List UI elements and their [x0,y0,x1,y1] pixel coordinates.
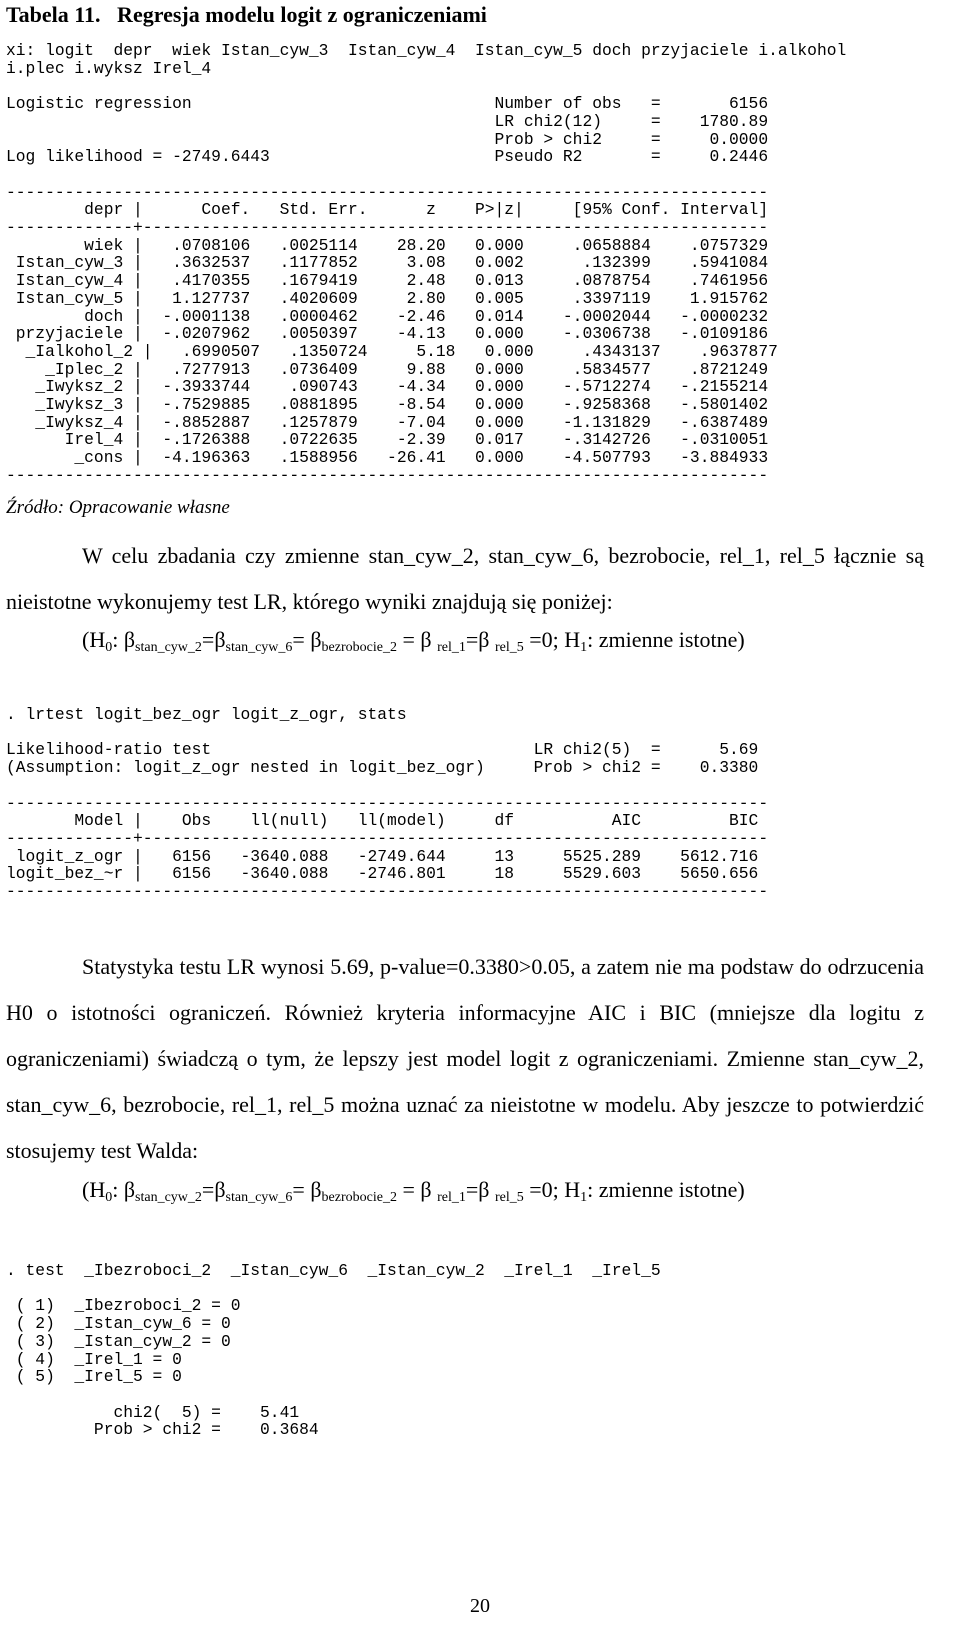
page-number: 20 [470,1595,490,1617]
source-note: Źródło: Opracowanie własne [6,497,230,518]
table-title: Tabela 11. Regresja modelu logit z ograniczeniami [6,2,487,27]
paragraph-lr-intro [6,533,924,625]
paragraph-lr-intro-text: W celu zbadania czy zmienne stan_cyw_2, stan_cyw_6, bezrobocie, rel_1, rel_5 łącznie są nieistotne wykonujemy test LR, którego wyniki znajdują się poniżej: [6,543,924,614]
paragraph-lr-conclusion-text: Statystyka testu LR wynosi 5.69, p-value=0.3380>0.05, a zatem nie ma podstaw do odrzucenia H0 o istotności ograniczeń. Również kryteria informacyjne AIC i BIC (mniejsze dla logitu z ograniczeniami) świadczą o tym, że lepszy jest model logit z ograniczeniami. Zmienne stan_cyw_2, stan_cyw_6, bezrobocie, rel_1, rel_5 można uznać za nieistotne w modelu. Aby jeszcze to potwierdzić stosujemy test Walda: [6,954,924,1163]
hypothesis-line-2: ($H_0$: $\beta_{stan\_cyw\_2}=\beta_{stan\_cyw\_6}= \beta_{bezrobocie\_2} = \beta$ $_{rel\_1}$=β $_{rel\_5}$ =0; $H_1$: zmienne istotne) [82,1177,745,1205]
logit-regression-output: xi: logit depr wiek Istan_cyw_3 Istan_cyw_4 Istan_cyw_5 doch przyjaciele i.alkohol i.plec i.wyksz Irel_4 Logistic regression Number of obs = 6156 LR chi2(12) = 1780.89 Prob > chi2 = 0.0000 Log likelihood = -2749.6443 Pseudo R2 = 0.2446 ------------------------------------------------------------------------------ depr | Coef. Std. Err. z P>|z| [95% Conf. Interval] -------------+---------------------------------------------------------------- wiek | .0708106 .0025114 28.20 0.000 .0658884 .0757329 Istan_cyw_3 | .3632537 .1177852 3.08 0.002 .132399 .5941084 Istan_cyw_4 | .4170355 .1679419 2.48 0.013 .0878754 .7461956 Istan_cyw_5 | 1.127737 .4020609 2.80 0.005 .3397119 1.915762 doch | -.0001138 .0000462 -2.46 0.014 -.0002044 -.0000232 przyjaciele | -.0207962 .0050397 -4.13 0.000 -.0306738 -.0109186 _Ialkohol_2 | .6990507 .1350724 5.18 0.000 .4343137 .9637877 _Iplec_2 | .7277913 .0736409 9.88 0.000 .5834577 .8721249 _Iwyksz_2 | -.3933744 .090743 -4.34 0.000 -.5712274 -.2155214 _Iwyksz_3 | -.7529885 .0881895 -8.54 0.000 -.9258368 -.5801402 _Iwyksz_4 | -.8852887 .1257879 -7.04 0.000 -1.131829 -.6387489 Irel_4 | -.1726388 .0722635 -2.39 0.017 -.3142726 -.0310051 _cons | -4.196363 .1588956 -26.41 0.000 -4.507793 -3.884933 ------------------------------------------------------------------------------ [6,41,847,485]
paragraph-lr-conclusion [6,944,924,1174]
lrtest-output: . lrtest logit_bez_ogr logit_z_ogr, stats Likelihood-ratio test LR chi2(5) = 5.69 (Assumption: logit_z_ogr nested in logit_bez_ogr) Prob > chi2 = 0.3380 ------------------------------------------------------------------------------ Model | Obs ll(null) ll(model) df AIC BIC -------------+---------------------------------------------------------------- logit_z_ogr | 6156 -3640.088 -2749.644 13 5525.289 5612.716 logit_bez_~r | 6156 -3640.088 -2746.801 18 5529.603 5650.656 ------------------------------------------------------------------------------ [6,705,769,902]
wald-test-output: . test _Ibezroboci_2 _Istan_cyw_6 _Istan_cyw_2 _Irel_1 _Irel_5 ( 1) _Ibezroboci_2 = 0 ( 2) _Istan_cyw_6 = 0 ( 3) _Istan_cyw_2 = 0 ( 4) _Irel_1 = 0 ( 5) _Irel_5 = 0 chi2( 5) = 5.41 Prob > chi2 = 0.3684 [6,1261,661,1440]
hypothesis-line-1: ($H_0$: $\beta_{stan\_cyw\_2}=\beta_{stan\_cyw\_6}= \beta_{bezrobocie\_2} = \beta$ $_{rel\_1}$=β $_{rel\_5}$ =0; $H_1$: zmienne istotne) [82,627,745,655]
